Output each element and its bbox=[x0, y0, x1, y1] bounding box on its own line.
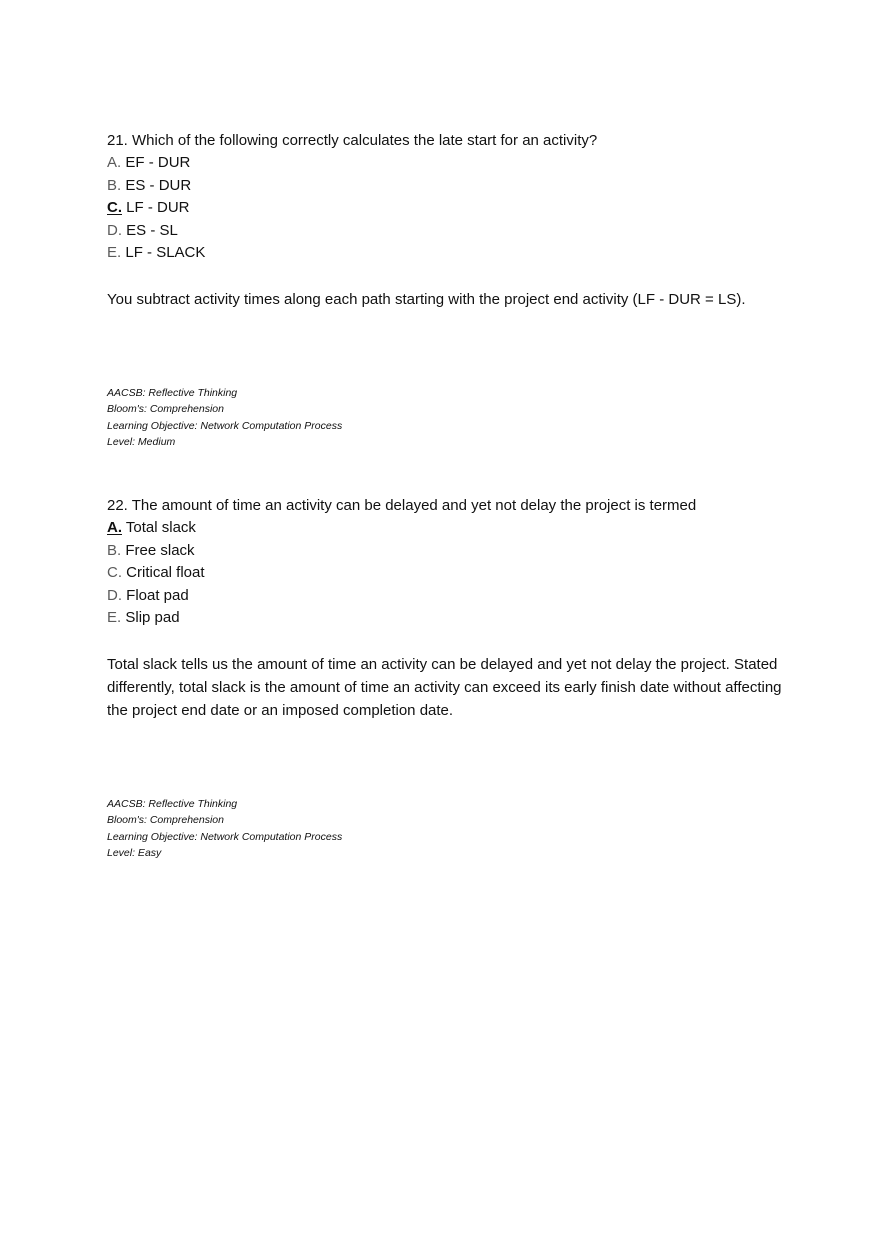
blooms-tag: Bloom's: Comprehension bbox=[107, 814, 224, 827]
option-e bbox=[107, 242, 787, 265]
option-c-correct bbox=[107, 197, 787, 220]
option-text: Critical float bbox=[126, 564, 205, 582]
option-text: Total slack bbox=[125, 519, 196, 536]
answer-options bbox=[107, 152, 787, 265]
option-letter: C. bbox=[107, 564, 122, 582]
answer-explanation: Total slack tells us the amount of time an activity can be delayed and yet not delay the project. Stated differently, total slack is the amount of time an activity can exceed its early finish date without affecting the project end date or an imposed completion date. bbox=[107, 655, 782, 719]
option-letter: B. bbox=[107, 541, 122, 559]
answer-options bbox=[107, 517, 787, 630]
option-d bbox=[107, 585, 787, 608]
option-text: Float pad bbox=[126, 586, 189, 604]
aacsb-tag: AACSB: Reflective Thinking bbox=[107, 797, 238, 810]
option-text: ES - DUR bbox=[125, 176, 192, 194]
option-letter: A. bbox=[107, 154, 122, 171]
question-metadata bbox=[107, 796, 787, 861]
option-letter-correct: C. bbox=[107, 199, 122, 217]
blooms-tag: Bloom's: Comprehension bbox=[107, 403, 224, 416]
level-tag: Level: Easy bbox=[107, 846, 162, 859]
question-22 bbox=[107, 494, 787, 861]
question-21 bbox=[107, 129, 787, 450]
question-stem: 22. The amount of time an activity can be delayed and yet not delay the project is termed bbox=[107, 497, 697, 514]
option-a bbox=[107, 152, 787, 175]
option-d bbox=[107, 220, 787, 243]
option-letter: B. bbox=[107, 176, 122, 194]
option-letter: E. bbox=[107, 609, 122, 627]
option-e bbox=[107, 607, 787, 630]
question-stem: 21. Which of the following correctly calculates the late start for an activity? bbox=[107, 132, 598, 149]
option-text: ES - SL bbox=[126, 221, 178, 239]
level-tag: Level: Medium bbox=[107, 435, 176, 448]
option-a-correct bbox=[107, 517, 787, 540]
option-text: Slip pad bbox=[125, 609, 180, 627]
aacsb-tag: AACSB: Reflective Thinking bbox=[107, 386, 238, 399]
option-letter: D. bbox=[107, 221, 122, 239]
option-b bbox=[107, 540, 787, 563]
answer-explanation: You subtract activity times along each path starting with the project end activity (LF - DUR = LS). bbox=[107, 290, 746, 308]
option-text: Free slack bbox=[125, 541, 195, 559]
question-metadata bbox=[107, 385, 787, 450]
option-letter-correct: A. bbox=[107, 519, 122, 536]
option-b bbox=[107, 175, 787, 198]
option-text: LF - SLACK bbox=[125, 244, 206, 262]
learning-objective-tag: Learning Objective: Network Computation Process bbox=[107, 830, 343, 843]
option-text: LF - DUR bbox=[126, 199, 190, 217]
option-text: EF - DUR bbox=[125, 154, 191, 171]
option-c bbox=[107, 562, 787, 585]
learning-objective-tag: Learning Objective: Network Computation Process bbox=[107, 419, 343, 432]
option-letter: E. bbox=[107, 244, 122, 262]
option-letter: D. bbox=[107, 586, 122, 604]
